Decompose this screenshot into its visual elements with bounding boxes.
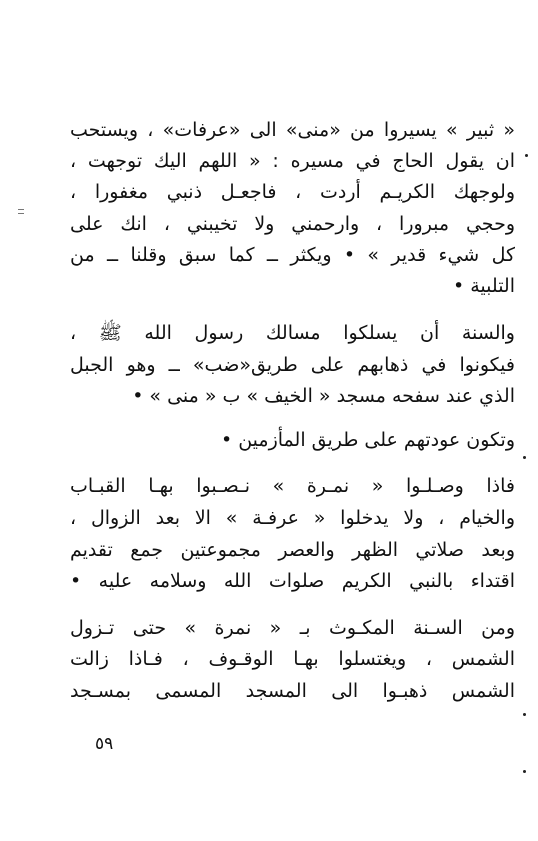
- text-line: وبعد صلاتي الظهر والعصر مجموعتين جمع تقديم: [70, 539, 515, 561]
- text-line: فيكونوا في ذهابهم على طريق«ضب» ــ وهو الجبل: [70, 354, 515, 376]
- text-line: اقتداء بالنبي الكريم صلوات الله وسلامه عليه •: [70, 570, 515, 592]
- text-line: الذي عند سفحه مسجد « الخيف » ب « منى » •: [132, 385, 515, 407]
- page-number: ٥٩: [95, 734, 114, 754]
- text-line: فاذا وصـلـوا « نمـرة » نـصـبوا بهـا القبـاب: [70, 475, 515, 497]
- margin-dot: [523, 456, 526, 459]
- text-line: والسنة أن يسلكوا مسالك رسول الله ﷺ ،: [70, 322, 515, 344]
- margin-mark: [18, 213, 24, 214]
- text-line: وحجي مبرورا ، وارحمني ولا تخيبني ، انك على: [70, 213, 515, 235]
- text-line: الشمس ذهبـوا الى المسجد المسمى بمسـجد: [70, 680, 515, 702]
- text-line: التلبية •: [453, 275, 515, 297]
- text-line: « ثبير » يسيروا من «منى» الى «عرفات» ، ويستحب: [70, 119, 515, 141]
- margin-dot: [523, 770, 526, 773]
- text-line: ولوجهك الكريـم أردت ، فاجعـل ذنبي مغفورا ،: [70, 181, 515, 203]
- text-line: والخيام ، ولا يدخلوا « عرفـة » الا بعد الزوال ،: [70, 507, 515, 529]
- text-line: الشمس ، ويغتسلوا بهـا الوقـوف ، فـاذا زالت: [70, 648, 515, 670]
- margin-mark: [18, 209, 24, 210]
- margin-dot: [523, 713, 526, 716]
- text-line: ان يقول الحاج في مسيره : « اللهم اليك توجهت ،: [70, 150, 515, 172]
- text-line: ومن السـنة المكـوث بـ « نمرة » حتى تـزول: [70, 617, 515, 639]
- margin-dot: [525, 154, 528, 157]
- text-line: كل شيء قدير » • ويكثر ــ كما سبق وقلنا ــ من: [70, 244, 515, 266]
- text-line: وتكون عودتهم على طريق المأزمين •: [220, 429, 515, 451]
